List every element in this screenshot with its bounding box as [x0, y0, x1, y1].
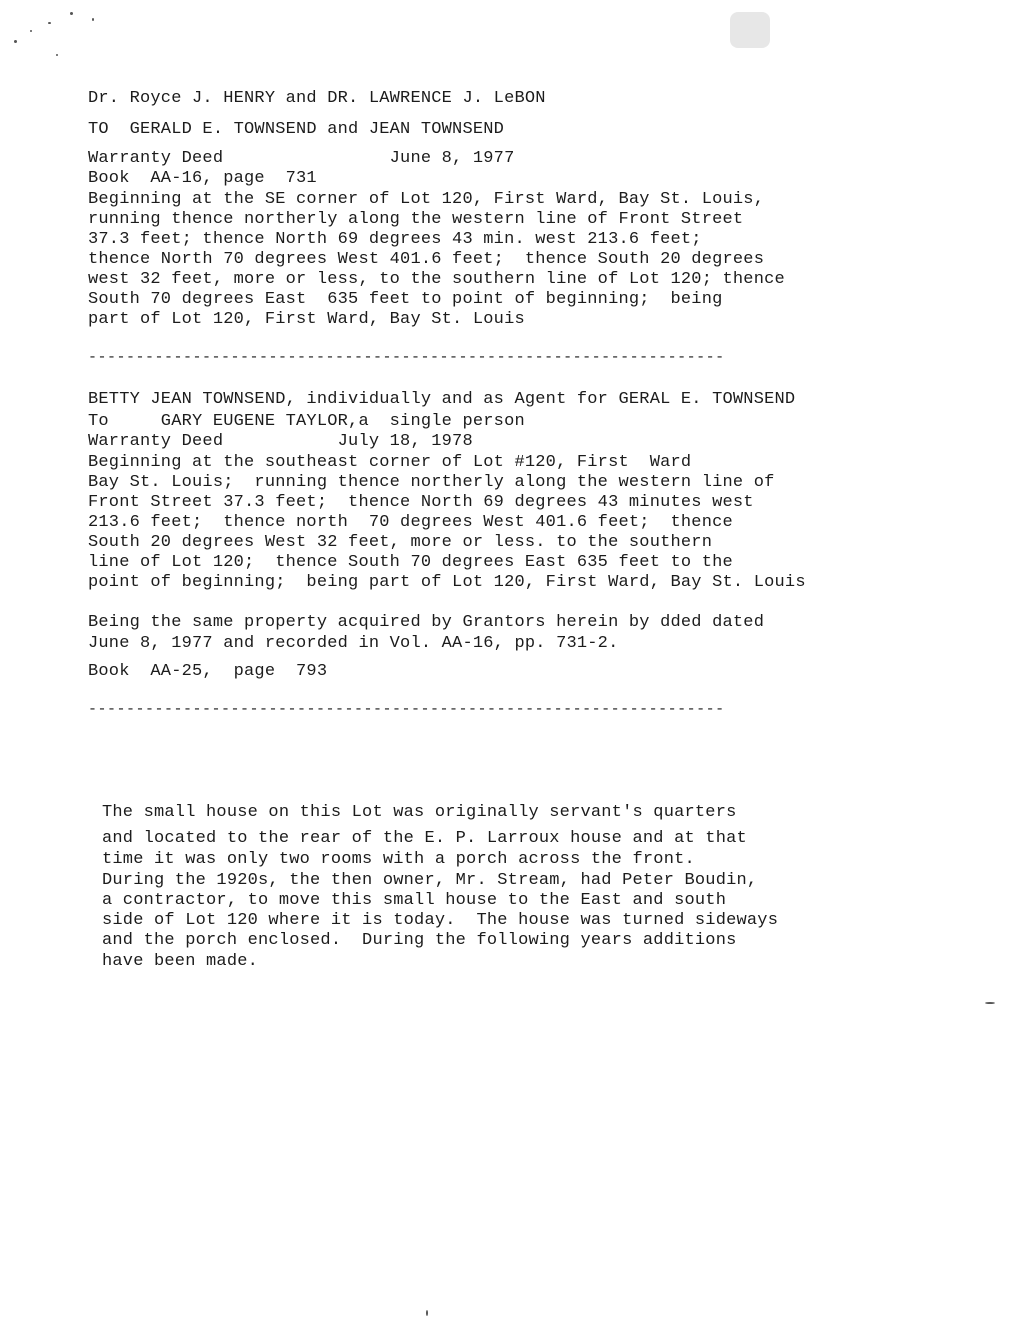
- scan-speck: [48, 22, 51, 24]
- scan-smudge: [730, 12, 770, 48]
- deed1-description-line: South 70 degrees East 635 feet to point of beginning; being: [88, 290, 723, 309]
- history-line: side of Lot 120 where it is today. The house was turned sideways: [102, 911, 779, 930]
- scan-speck: [70, 12, 73, 15]
- deed1-description-line: 37.3 feet; thence North 69 degrees 43 min. west 213.6 feet;: [88, 230, 702, 249]
- deed2-description-line: Front Street 37.3 feet; thence North 69 degrees 43 minutes west: [88, 493, 754, 512]
- deed2-description-line: South 20 degrees West 32 feet, more or less. to the southern: [88, 533, 713, 552]
- deed1-description-line: Beginning at the SE corner of Lot 120, First Ward, Bay St. Louis,: [88, 190, 765, 209]
- deed2-note-line: Being the same property acquired by Grantors herein by dded dated: [88, 613, 765, 632]
- scan-speck: [426, 1310, 428, 1316]
- scan-speck: [30, 30, 32, 32]
- deed2-note-line: June 8, 1977 and recorded in Vol. AA-16, pp. 731-2.: [88, 634, 619, 653]
- deed1-grantees: TO GERALD E. TOWNSEND and JEAN TOWNSEND: [88, 120, 505, 139]
- deed2-parties: BETTY JEAN TOWNSEND, individually and as Agent for GERAL E. TOWNSEND: [88, 390, 796, 409]
- deed2-description-line: line of Lot 120; thence South 70 degrees East 635 feet to the: [88, 553, 733, 572]
- scan-speck: [92, 18, 94, 21]
- scan-speck: [56, 54, 58, 56]
- deed1-description-line: west 32 feet, more or less, to the southern line of Lot 120; thence: [88, 270, 785, 289]
- history-line: and located to the rear of the E. P. Larroux house and at that: [102, 829, 747, 848]
- deed1-description-line: part of Lot 120, First Ward, Bay St. Louis: [88, 310, 525, 329]
- scan-speck: [14, 40, 17, 43]
- history-line: During the 1920s, the then owner, Mr. Stream, had Peter Boudin,: [102, 871, 758, 890]
- section-separator: -------------------------------------------------------------------: [88, 350, 725, 366]
- deed1-parties: Dr. Royce J. HENRY and DR. LAWRENCE J. LeBON: [88, 89, 546, 108]
- section-separator: -------------------------------------------------------------------: [88, 702, 725, 718]
- deed2-description-line: Bay St. Louis; running thence northerly along the western line of: [88, 473, 775, 492]
- deed1-book: Book AA-16, page 731: [88, 169, 317, 188]
- deed2-book: Book AA-25, page 793: [88, 662, 328, 681]
- history-line: have been made.: [102, 952, 259, 971]
- scan-speck: [985, 1002, 995, 1004]
- deed2-description-line: Beginning at the southeast corner of Lot #120, First Ward: [88, 453, 692, 472]
- deed1-type-date: Warranty Deed June 8, 1977: [88, 149, 515, 168]
- history-line: and the porch enclosed. During the following years additions: [102, 931, 737, 950]
- history-line: time it was only two rooms with a porch across the front.: [102, 850, 695, 869]
- deed2-description-line: 213.6 feet; thence north 70 degrees West 401.6 feet; thence: [88, 513, 733, 532]
- deed1-description-line: running thence northerly along the western line of Front Street: [88, 210, 744, 229]
- history-line: The small house on this Lot was originally servant's quarters: [102, 803, 737, 822]
- history-line: a contractor, to move this small house to the East and south: [102, 891, 727, 910]
- deed2-grantee: To GARY EUGENE TAYLOR,a single person: [88, 412, 525, 431]
- deed2-type-date: Warranty Deed July 18, 1978: [88, 432, 473, 451]
- deed2-description-line: point of beginning; being part of Lot 120, First Ward, Bay St. Louis: [88, 573, 806, 592]
- deed1-description-line: thence North 70 degrees West 401.6 feet; thence South 20 degrees: [88, 250, 765, 269]
